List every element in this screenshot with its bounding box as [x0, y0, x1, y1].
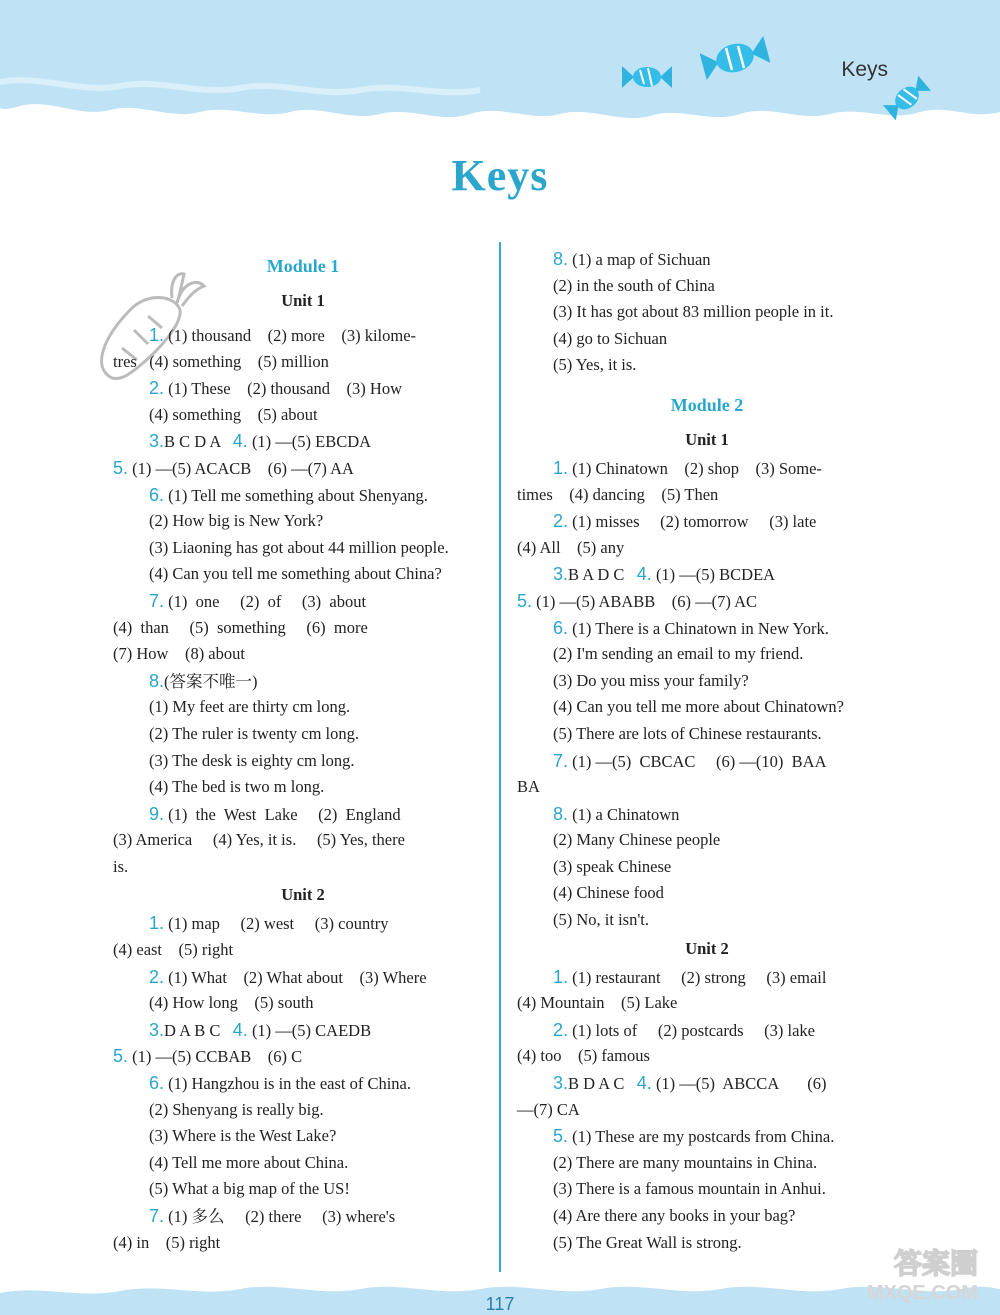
answer-line: (7) How (8) about	[113, 644, 245, 664]
item-number: 5.	[517, 590, 533, 611]
item-number: 1.	[149, 913, 165, 934]
answer-line: (5) What a big map of the US!	[149, 1179, 350, 1199]
answer-line: 9. (1) the West Lake (2) England	[149, 803, 401, 824]
item-number: 5.	[553, 1126, 569, 1147]
item-number: 4.	[636, 564, 652, 585]
item-number: 2.	[553, 1019, 569, 1040]
answer-line: 5. (1) —(5) ABABB (6) —(7) AC	[517, 590, 758, 611]
answer-line: (5) Yes, it is.	[553, 355, 637, 375]
answer-line: (2) I'm sending an email to my friend.	[553, 644, 804, 664]
item-number: 2.	[553, 511, 569, 532]
answer-line: (4) east (5) right	[113, 940, 234, 960]
svg-text:答案圈: 答案圈	[893, 1247, 978, 1280]
answer-line: 1. (1) thousand (2) more (3) kilome-	[149, 325, 417, 345]
answer-line: (2) Shenyang is really big.	[149, 1099, 324, 1119]
answer-line: 8. (1) a map of Sichuan	[553, 249, 711, 269]
candy-icon	[882, 76, 932, 120]
header-label: Keys	[841, 58, 888, 81]
answer-line: (5) The Great Wall is strong.	[553, 1232, 742, 1252]
unit-heading: Unit 2	[685, 938, 729, 958]
item-number: 7.	[149, 590, 165, 611]
item-number: 8.	[553, 249, 569, 269]
page-number: 117	[485, 1294, 515, 1314]
answer-line: (4) too (5) famous	[517, 1046, 650, 1066]
item-number: 7.	[149, 1206, 165, 1226]
answer-line: 7. (1) 多么 (2) there (3) where's	[149, 1206, 396, 1226]
answer-line: 2. (1) What (2) What about (3) Where	[149, 966, 427, 987]
answer-line: —(7) CA	[517, 1099, 580, 1119]
page-title: Keys	[451, 151, 549, 200]
answer-line: (4) in (5) right	[113, 1232, 221, 1252]
answer-line: (4) Chinese food	[553, 883, 664, 903]
item-number: 3.	[149, 431, 165, 452]
answer-line: 3.B D A C 4. (1) —(5) ABCCA (6)	[553, 1073, 827, 1094]
item-number: 6.	[149, 1073, 165, 1094]
item-number: 1.	[149, 325, 165, 345]
answer-line: (4) The bed is two m long.	[149, 777, 325, 797]
answer-line: 5. (1) —(5) CCBAB (6) C	[113, 1046, 303, 1067]
answer-line: 2. (1) These (2) thousand (3) How	[149, 378, 402, 399]
answer-line: 2. (1) misses (2) tomorrow (3) late	[553, 511, 817, 532]
answer-line: 1. (1) Chinatown (2) shop (3) Some-	[553, 457, 822, 478]
answer-line: (1) My feet are thirty cm long.	[149, 697, 351, 717]
right-column	[517, 246, 897, 1256]
module-heading: Module 2	[670, 394, 744, 415]
answer-line: (2) in the south of China	[553, 275, 715, 295]
candy-icon	[700, 36, 770, 80]
answer-line: 3.D A B C 4. (1) —(5) CAEDB	[149, 1019, 372, 1040]
left-column	[113, 246, 493, 1256]
svg-text:MXQE.COM: MXQE.COM	[866, 1282, 978, 1304]
answer-line: (2) The ruler is twenty cm long.	[149, 723, 360, 743]
item-number: 6.	[553, 617, 569, 638]
answer-line: (4) How long (5) south	[149, 993, 314, 1013]
answer-line: (2) Many Chinese people	[553, 830, 721, 850]
answer-line: 6. (1) Tell me something about Shenyang.	[149, 484, 428, 505]
answer-line: 5. (1) —(5) ACACB (6) —(7) AA	[113, 457, 354, 478]
answer-line: 1. (1) restaurant (2) strong (3) email	[553, 966, 827, 987]
unit-heading: Unit 1	[685, 429, 729, 449]
answer-line: (3) Do you miss your family?	[553, 670, 749, 690]
answer-line: (3) America (4) Yes, it is. (5) Yes, there	[113, 830, 405, 850]
answer-line: (2) There are many mountains in China.	[553, 1152, 818, 1172]
item-number: 5.	[113, 1046, 129, 1067]
item-number: 3.	[553, 564, 569, 585]
answer-line: (4) Tell me more about China.	[149, 1152, 349, 1172]
answer-line: (4) something (5) about	[149, 404, 318, 424]
watermark-logo	[828, 1237, 988, 1307]
candy-icon	[622, 62, 672, 92]
answer-line: (3) There is a famous mountain in Anhui.	[553, 1179, 826, 1199]
answer-line: (3) speak Chinese	[553, 856, 672, 876]
item-number: 6.	[149, 484, 165, 505]
item-number: 1.	[553, 966, 569, 987]
answer-line: 1. (1) map (2) west (3) country	[149, 913, 389, 934]
item-number: 3.	[553, 1073, 569, 1094]
answer-line: 6. (1) There is a Chinatown in New York.	[553, 617, 829, 638]
answer-line: (5) No, it isn't.	[553, 910, 650, 930]
answer-line: (4) Can you tell me more about Chinatown?	[553, 697, 844, 717]
answer-line: (4) Can you tell me something about China?	[149, 564, 442, 584]
answer-line: 5. (1) These are my postcards from China.	[553, 1126, 835, 1147]
module-heading: Module 1	[266, 256, 340, 276]
answer-line: 3.B C D A 4. (1) —(5) EBCDA	[149, 431, 372, 452]
column-divider	[499, 242, 501, 1272]
item-number: 9.	[149, 803, 165, 824]
answer-line: (2) How big is New York?	[149, 511, 324, 531]
answer-line: 8. (1) a Chinatown	[553, 803, 680, 824]
answer-line: (4) All (5) any	[517, 537, 625, 557]
answer-line: (3) Liaoning has got about 44 million people.	[149, 537, 449, 557]
item-number: 7.	[553, 750, 569, 771]
item-number: 5.	[113, 457, 129, 478]
answer-line: 7. (1) —(5) CBCAC (6) —(10) BAA	[553, 750, 827, 771]
answer-line: (4) Mountain (5) Lake	[517, 993, 678, 1013]
answer-line: BA	[517, 777, 540, 797]
answer-line: 6. (1) Hangzhou is in the east of China.	[149, 1073, 411, 1094]
item-number: 2.	[149, 378, 165, 399]
answer-line: (4) than (5) something (6) more	[113, 617, 368, 637]
item-number: 2.	[149, 966, 165, 987]
answer-line: tres (4) something (5) million	[113, 351, 329, 371]
answer-line: 3.B A D C 4. (1) —(5) BCDEA	[553, 564, 776, 585]
item-number: 3.	[149, 1019, 165, 1040]
item-number: 4.	[232, 1019, 248, 1040]
answer-line: 8.(答案不唯一)	[149, 670, 258, 691]
answer-line: (4) go to Sichuan	[553, 328, 668, 348]
answer-line: (5) There are lots of Chinese restaurants.	[553, 723, 822, 743]
unit-heading: Unit 2	[281, 885, 325, 905]
item-number: 4.	[636, 1073, 652, 1094]
item-number: 8.	[553, 803, 569, 824]
answer-line: (3) The desk is eighty cm long.	[149, 750, 355, 770]
item-number: 4.	[232, 431, 248, 452]
answer-line: 7. (1) one (2) of (3) about	[149, 590, 367, 611]
answer-line: (3) It has got about 83 million people in it.	[553, 302, 834, 322]
answer-line: (4) Are there any books in your bag?	[553, 1206, 796, 1225]
answer-line: 2. (1) lots of (2) postcards (3) lake	[553, 1019, 815, 1040]
answer-line: (3) Where is the West Lake?	[149, 1126, 337, 1146]
answer-line: is.	[113, 856, 129, 876]
answer-line: times (4) dancing (5) Then	[517, 484, 719, 504]
item-number: 8.	[149, 670, 165, 691]
unit-heading: Unit 1	[281, 291, 325, 310]
item-number: 1.	[553, 457, 569, 478]
